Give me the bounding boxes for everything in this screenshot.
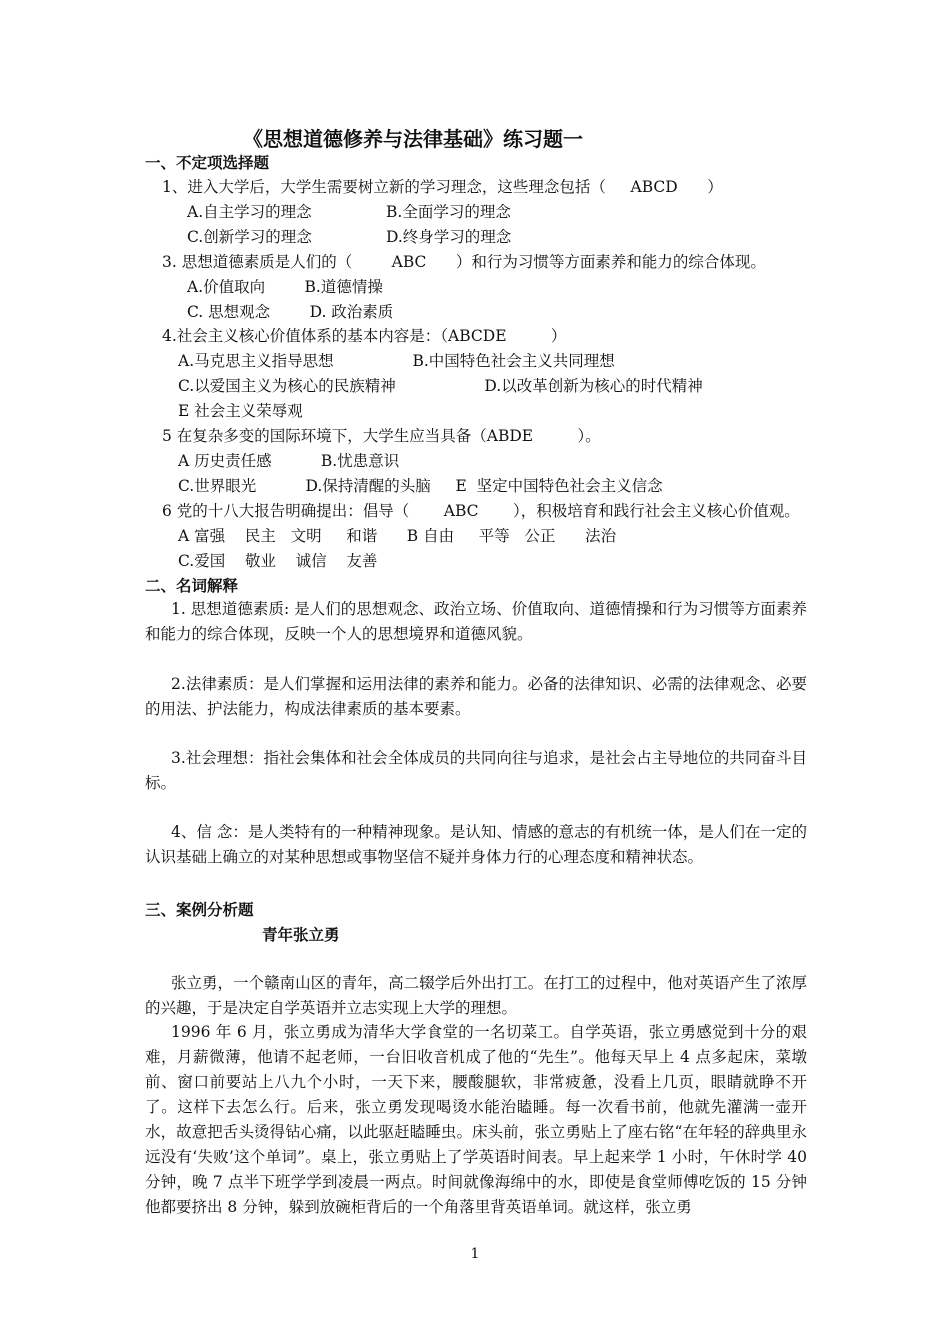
question-1-option-a: A.自主学习的理念 [187, 203, 312, 221]
case-title: 青年张立勇 [262, 926, 340, 944]
question-1-option-d: D.终身学习的理念 [386, 228, 512, 246]
question-3-options-ab: A.价值取向 B.道德情操 [187, 278, 383, 296]
case-paragraph: 1996 年 6 月，张立勇成为清华大学食堂的一名切菜工。自学英语，张立勇感觉到十分的艰难，月薪微薄，他请不起老师，一台旧收音机成了他的“先生”。他每天早上 4 点多起床，菜墩前、窗口前要站上八九个小时，一天下来，腰酸腿软，非常疲惫，没看上几页，眼睛就睁不开了。这样下去怎么行。后来，张立勇发现喝烫水能治瞌睡。每一次看书前，他就先灌满一壶开水，故意把舌头烫得钻心痛，以此驱赶瞌睡虫。床头前，张立勇贴上了座右铭“在年轻的辞典里永远没有‘失败’这个单词”。桌上，张立勇贴上了学英语时间表。早上起来学 1 小时，午休时学 40 分钟，晚 7 点半下班学学到凌晨一两点。时间就像海绵中的水，即使是食堂师傅吃饭的 15 分钟他都要挤出 8 分钟，躲到放碗柜背后的一个角落里背英语单词。就这样，张立勇 [145, 1023, 807, 1216]
question-4-options-ab: A.马克思主义指导思想 B.中国特色社会主义共同理想 [178, 352, 615, 370]
section-heading-terms: 二、名词解释 [145, 577, 239, 595]
question-4-stem: 4.社会主义核心价值体系的基本内容是：（ABCDE ） [162, 327, 567, 345]
section-heading-case: 三、案例分析题 [145, 901, 254, 919]
question-5-options-cde: C.世界眼光 D.保持清醒的头脑 E 坚定中国特色社会主义信念 [178, 477, 663, 495]
term-definition: 1. 思想道德素质: 是人们的思想观念、政治立场、价值取向、道德情操和行为习惯等方面素养和能力的综合体现，反映一个人的思想境界和道德风貌。 [145, 600, 807, 643]
term-definition: 3.社会理想：指社会集体和社会全体成员的共同向往与追求，是社会占主导地位的共同奋斗目标。 [145, 749, 807, 792]
question-5-stem: 5 在复杂多变的国际环境下，大学生应当具备（ABDE ）。 [162, 427, 601, 445]
question-4-option-e: E 社会主义荣辱观 [178, 402, 303, 420]
section-heading-choice: 一、不定项选择题 [145, 154, 270, 172]
question-1-stem: 1、进入大学后，大学生需要树立新的学习理念，这些理念包括（ ABCD ） [162, 178, 723, 196]
question-6-option-c: C.爱国 敬业 诚信 友善 [178, 552, 378, 570]
question-6-stem: 6 党的十八大报告明确提出：倡导（ ABC ），积极培育和践行社会主义核心价值观。 [162, 502, 800, 520]
case-paragraph: 张立勇，一个赣南山区的青年，高二辍学后外出打工。在打工的过程中，他对英语产生了浓厚的兴趣，于是决定自学英语并立志实现上大学的理想。 [145, 974, 807, 1017]
question-6-options-ab: A 富强 民主 文明 和谐 B 自由 平等 公正 法治 [178, 527, 617, 545]
term-definition: 2.法律素质：是人们掌握和运用法律的素养和能力。必备的法律知识、必需的法律观念、必要的用法、护法能力，构成法律素质的基本要素。 [145, 675, 807, 718]
question-5-options-ab: A 历史责任感 B.忧患意识 [178, 452, 400, 470]
question-1-option-b: B.全面学习的理念 [386, 203, 511, 221]
page-number: 1 [470, 1246, 480, 1262]
question-4-options-cd: C.以爱国主义为核心的民族精神 D.以改革创新为核心的时代精神 [178, 377, 703, 395]
document-title: 《思想道德修养与法律基础》练习题一 [243, 127, 583, 151]
term-definition: 4、信 念：是人类特有的一种精神现象。是认知、情感的意志的有机统一体，是人们在一定的认识基础上确立的对某种思想或事物坚信不疑并身体力行的心理态度和精神状态。 [145, 823, 807, 866]
question-1-option-c: C.创新学习的理念 [187, 228, 312, 246]
question-3-options-cd: C. 思想观念 D. 政治素质 [187, 303, 394, 321]
question-3-stem: 3. 思想道德素质是人们的（ ABC ）和行为习惯等方面素养和能力的综合体现。 [162, 253, 766, 271]
